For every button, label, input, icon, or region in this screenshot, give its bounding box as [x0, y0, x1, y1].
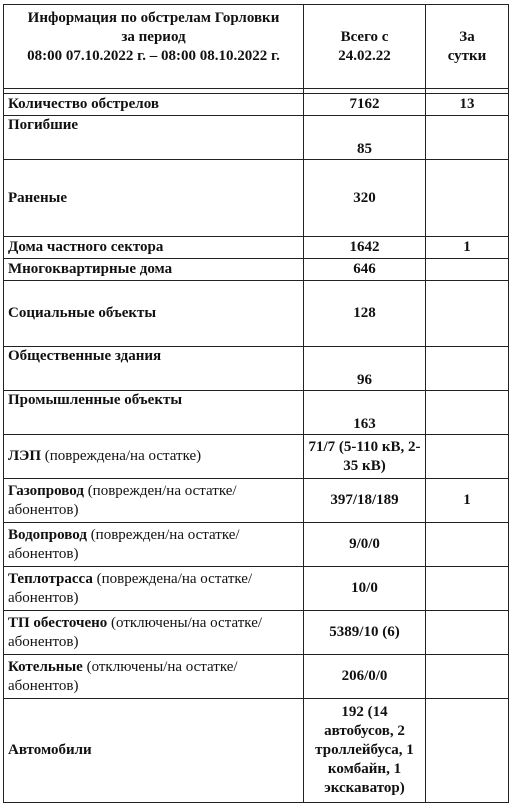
- row-total: 85: [304, 116, 426, 160]
- row-label-cell: [4, 523, 304, 567]
- row-label: Газопровод: [8, 482, 84, 499]
- row-day: 13: [426, 94, 509, 116]
- row-label: Общественные здания: [4, 347, 304, 391]
- header-row: [4, 5, 509, 89]
- row-note: (повреждена/на остатке/абонентов): [8, 570, 253, 606]
- row-note: (отключены/на остатке/абонентов): [8, 658, 238, 694]
- table-row: [4, 567, 509, 611]
- row-total: 1642: [304, 237, 426, 259]
- row-day: 1: [426, 237, 509, 259]
- row-total: 96: [304, 347, 426, 391]
- row-total: 397/18/189: [304, 479, 426, 523]
- row-label: Автомобили: [4, 699, 304, 803]
- row-label: Погибшие: [4, 116, 304, 160]
- period-header: [4, 5, 304, 89]
- row-day: [426, 611, 509, 655]
- row-total: 128: [304, 281, 426, 347]
- table-row: [4, 259, 509, 281]
- row-label: Количество обстрелов: [4, 94, 304, 116]
- row-total: 646: [304, 259, 426, 281]
- row-day: [426, 281, 509, 347]
- row-total: 9/0/0: [304, 523, 426, 567]
- total-column-header-line2: 24.02.22: [338, 47, 391, 64]
- row-label: Теплотрасса: [8, 570, 93, 587]
- table-row: [4, 237, 509, 259]
- row-label: ТП обесточено: [8, 614, 108, 631]
- row-day: [426, 699, 509, 803]
- row-day: [426, 116, 509, 160]
- row-day: [426, 567, 509, 611]
- row-label-cell: [4, 435, 304, 479]
- row-label: Котельные: [8, 658, 83, 675]
- table-row: [4, 655, 509, 699]
- row-total: 71/7 (5-110 кВ, 2-35 кВ): [304, 435, 426, 479]
- table-row: [4, 479, 509, 523]
- table-row: [4, 611, 509, 655]
- row-day: [426, 523, 509, 567]
- table-row: [4, 160, 509, 237]
- total-column-header: [304, 5, 426, 89]
- row-label: Промышленные объекты: [4, 391, 304, 435]
- row-note: (отключены/на остатке/абонентов): [8, 614, 263, 650]
- table-row: [4, 391, 509, 435]
- row-label: Многоквартирные дома: [4, 259, 304, 281]
- row-note: (поврежден/на остатке/абонентов): [8, 526, 240, 562]
- row-total: 320: [304, 160, 426, 237]
- row-day: [426, 259, 509, 281]
- table-row: [4, 523, 509, 567]
- row-day: [426, 347, 509, 391]
- row-total: 192 (14 автобусов, 2 троллейбуса, 1 комбайн, 1 экскаватор): [304, 699, 426, 803]
- row-total: 5389/10 (6): [304, 611, 426, 655]
- header-period-label: за период: [121, 29, 186, 45]
- row-total: 7162: [304, 94, 426, 116]
- row-day: [426, 655, 509, 699]
- row-note: (повреждена/на остатке): [41, 448, 202, 464]
- table-row: [4, 94, 509, 116]
- table-row: [4, 116, 509, 160]
- total-column-header-line1: Всего с: [340, 28, 389, 45]
- row-label-cell: [4, 655, 304, 699]
- row-label: Водопровод: [8, 526, 87, 543]
- row-label: Социальные объекты: [4, 281, 304, 347]
- day-column-header-line2: сутки: [447, 47, 487, 64]
- row-day: [426, 391, 509, 435]
- header-title: Информация по обстрелам Горловки: [27, 10, 280, 26]
- row-day: 1: [426, 479, 509, 523]
- day-column-header: [426, 5, 509, 89]
- row-label: Раненые: [4, 160, 304, 237]
- row-label: ЛЭП: [8, 448, 42, 464]
- row-total: 206/0/0: [304, 655, 426, 699]
- table-row: [4, 281, 509, 347]
- row-label-cell: [4, 611, 304, 655]
- row-label-cell: [4, 479, 304, 523]
- row-day: [426, 435, 509, 479]
- shelling-report-table: [3, 4, 509, 803]
- header-period-range: 08:00 07.10.2022 г. – 08:00 08.10.2022 г.: [27, 48, 280, 64]
- row-total: 163: [304, 391, 426, 435]
- row-label-cell: [4, 567, 304, 611]
- table-row: [4, 699, 509, 803]
- table-row: [4, 435, 509, 479]
- row-label: Дома частного сектора: [4, 237, 304, 259]
- row-day: [426, 160, 509, 237]
- day-column-header-line1: За: [459, 28, 475, 45]
- row-note: (поврежден/на остатке/абонентов): [8, 482, 237, 518]
- table-row: [4, 347, 509, 391]
- row-total: 10/0: [304, 567, 426, 611]
